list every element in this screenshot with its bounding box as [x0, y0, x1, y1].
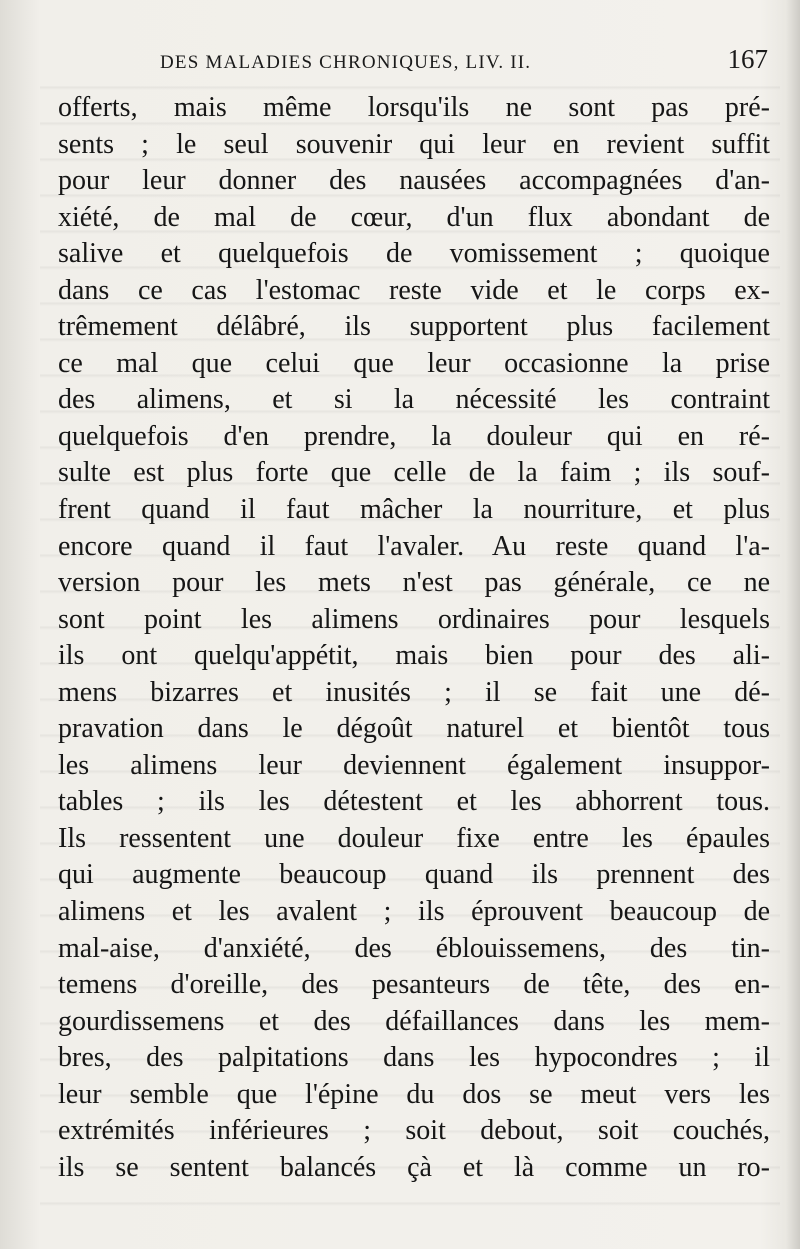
page-edge-shadow: [786, 0, 800, 1249]
text-line: Ils ressentent une douleur fixe entre les épaules: [58, 822, 770, 854]
text-line: frent quand il faut mâcher la nourriture, et plus: [58, 494, 770, 526]
text-line: leur semble que l'épine du dos se meut vers les: [58, 1078, 770, 1110]
text-line: mens bizarres et inusités ; il se fait une dé-: [58, 676, 770, 708]
text-line: les alimens leur deviennent également insuppor-: [58, 749, 770, 781]
text-line: ce mal que celui que leur occasionne la prise: [58, 347, 770, 379]
running-head: DES MALADIES CHRONIQUES, LIV. II.: [160, 52, 532, 73]
text-line: ils ont quelqu'appétit, mais bien pour des ali-: [58, 640, 770, 672]
text-line: pravation dans le dégoût naturel et bientôt tous: [58, 713, 770, 745]
text-line: sont point les alimens ordinaires pour lesquels: [58, 603, 770, 635]
text-line: quelquefois d'en prendre, la douleur qui en ré-: [58, 420, 770, 452]
text-line: mal-aise, d'anxiété, des éblouissemens, des tin-: [58, 932, 770, 964]
text-line: temens d'oreille, des pesanteurs de tête, des en-: [58, 969, 770, 1001]
text-line: xiété, de mal de cœur, d'un flux abondant de: [58, 201, 770, 233]
text-line: qui augmente beaucoup quand ils prennent des: [58, 859, 770, 891]
text-line: offerts, mais même lorsqu'ils ne sont pas pré-: [58, 92, 770, 123]
text-line: sulte est plus forte que celle de la faim ; ils souf-: [58, 457, 770, 489]
text-line: version pour les mets n'est pas générale, ce ne: [58, 567, 770, 599]
text-line: des alimens, et si la nécessité les contraint: [58, 384, 770, 416]
text-line: trêmement délâbré, ils supportent plus facilement: [58, 311, 770, 343]
page-number: 167: [727, 44, 768, 74]
body-text: [58, 90, 770, 1186]
text-line: salive et quelquefois de vomissement ; quoique: [58, 238, 770, 270]
text-line: alimens et les avalent ; ils éprouvent beaucoup de: [58, 896, 770, 928]
text-line: dans ce cas l'estomac reste vide et le corps ex-: [58, 274, 770, 306]
page-header: [60, 44, 768, 84]
text-line: extrémités inférieures ; soit debout, soit couchés,: [58, 1115, 770, 1147]
text-line: ils se sentent balancés çà et là comme un ro-: [58, 1151, 770, 1183]
text-line: encore quand il faut l'avaler. Au reste quand l'a-: [58, 530, 770, 562]
text-line: pour leur donner des nausées accompagnées d'an-: [58, 165, 770, 197]
text-line: tables ; ils les détestent et les abhorrent tous.: [58, 786, 770, 818]
text-line: gourdissemens et des défaillances dans les mem-: [58, 1005, 770, 1037]
text-line: sents ; le seul souvenir qui leur en revient suffit: [58, 128, 770, 160]
text-line: bres, des palpitations dans les hypocondres ; il: [58, 1042, 770, 1074]
